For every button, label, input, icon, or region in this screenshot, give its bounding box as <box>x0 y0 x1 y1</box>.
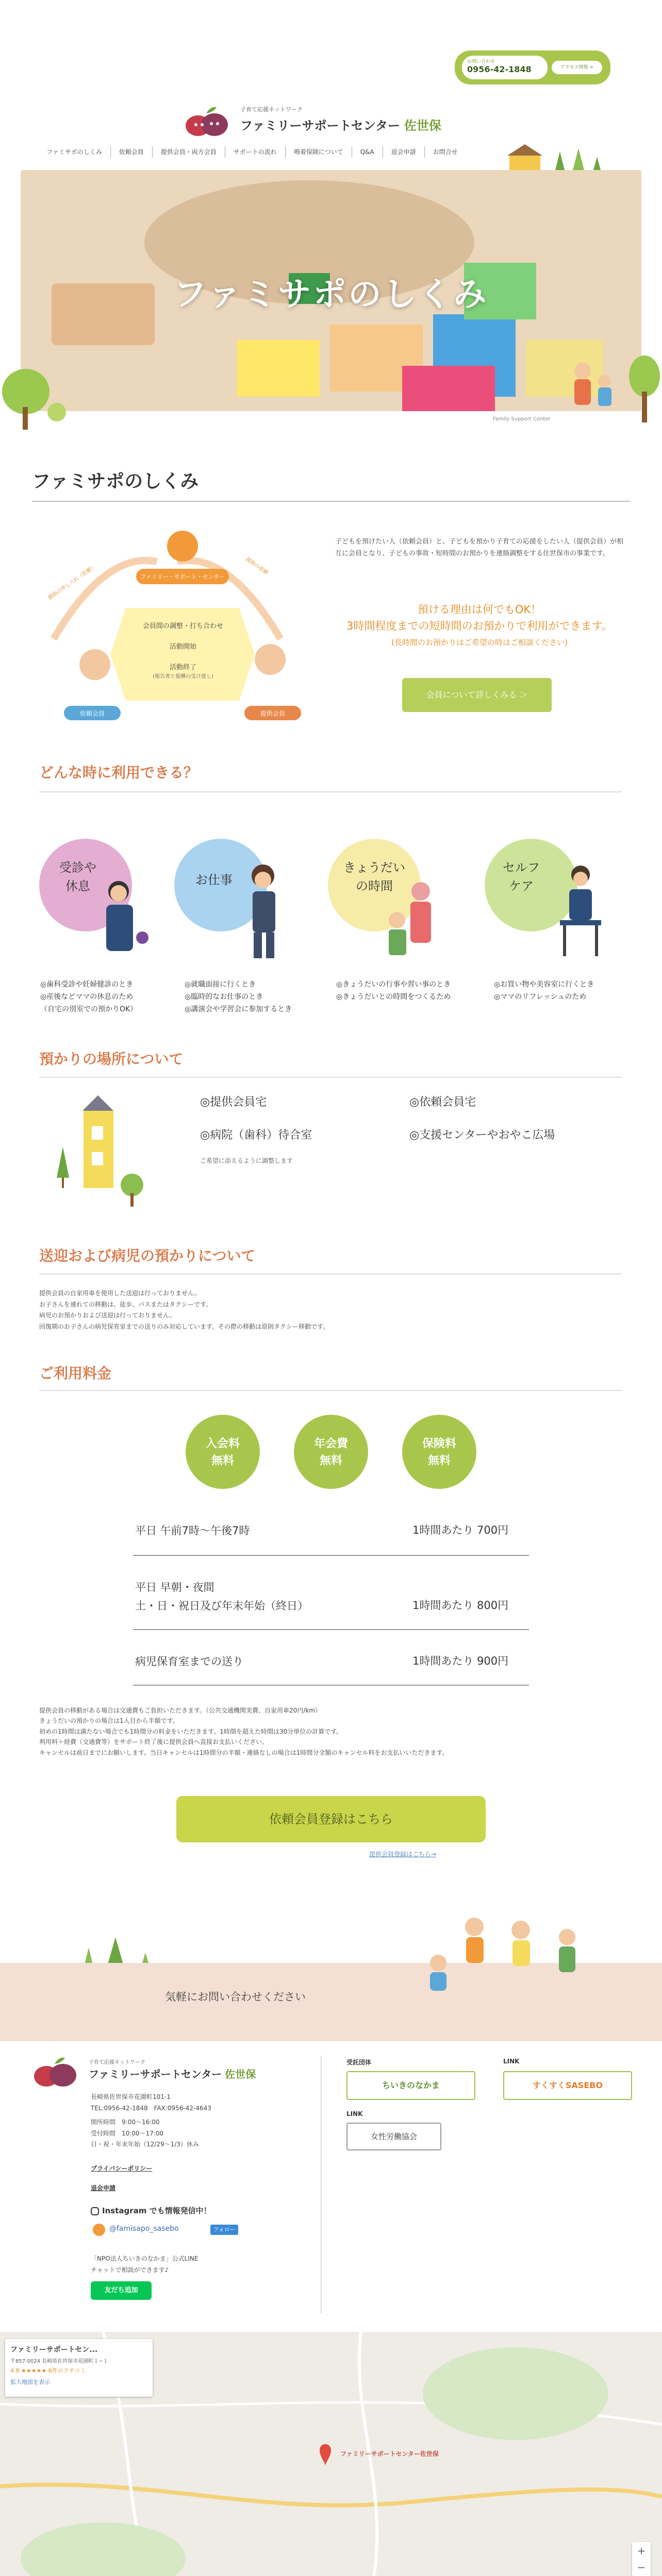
main-nav <box>38 146 512 158</box>
line-add-friend-button[interactable]: 友だち追加 <box>91 2281 152 2300</box>
hero-caption: Family Support Center <box>493 416 551 422</box>
footer-tel: TEL:0956-42-1848 FAX:0956-42-4643 <box>91 2104 211 2112</box>
line-text: 「NPO法人ちいきのなかま」公式LINE チャットで相談ができます♪ <box>91 2255 198 2274</box>
map-place-label[interactable]: ファミリーサポートセンター佐世保 <box>340 2450 439 2458</box>
when-bullets-selfcare: ◎お買い物や美容室に行くとき ◎ママのリフレッシュのため <box>494 980 594 1001</box>
title-divider <box>32 501 630 502</box>
when-selfcare-illustration <box>550 859 611 962</box>
diagram-center-label: ファミリー・サポート・センター <box>140 573 225 580</box>
nav-item-teikyo[interactable]: 提供会員・両方会員 <box>153 146 225 158</box>
when-label-siblings: きょうだい の時間 <box>343 860 405 893</box>
nav-item-qa[interactable]: Q&A <box>352 146 383 158</box>
instagram-follow-button[interactable]: フォロー <box>210 2225 238 2235</box>
when-siblings-illustration <box>376 876 443 963</box>
place-house-illustration <box>36 1090 155 1214</box>
fee-divider-1 <box>133 1555 529 1556</box>
when-label-work: お仕事 <box>195 873 233 887</box>
map-card-title: ファミリーサポートセン... <box>10 2346 98 2354</box>
fee-row-early: 平日 早朝・夜間 土・日・祝日及び年末年始（終日） <box>135 1581 308 1612</box>
footer-apple-mascot-icon <box>31 2056 82 2089</box>
register-teikyo-link[interactable]: 提供会員登録はこちら→ <box>369 1851 437 1858</box>
access-button[interactable]: アクセス情報 > <box>552 61 602 74</box>
footer-address: 長崎県佐世保市花園町101-1 <box>91 2093 171 2100</box>
place-divider <box>39 1077 622 1078</box>
hero-family-illustration <box>557 350 662 433</box>
map-zoom-controls[interactable] <box>632 2542 651 2576</box>
transport-divider <box>39 1274 622 1275</box>
place-title: 預かりの場所について <box>39 1050 184 1067</box>
member-detail-button[interactable]: 会員について詳しくみる ＞ <box>402 678 552 712</box>
register-irai-button[interactable]: 依頼会員登録はこちら <box>176 1796 486 1842</box>
footer-logo-subtitle: 子育て応援ネットワーク <box>89 2060 145 2065</box>
contact-children-illustration <box>418 1906 588 1994</box>
nav-item-flow[interactable]: サポートの流れ <box>225 146 286 158</box>
when-bullets-siblings: ◎きょうだいの行事や習い事のとき ◎きょうだいとの時間をつくるため <box>336 980 451 1001</box>
diagram-teikyo-label: 提供会員 <box>260 710 285 717</box>
phone-number: 0956-42-1848 <box>467 64 532 74</box>
intro-highlight-2: 3時間程度までの短時間のお預かりで利用ができます。 <box>346 620 613 632</box>
fee-circle-insurance: 保険料 無料 <box>402 1415 476 1489</box>
diagram-irai-label: 依頼会員 <box>79 710 105 717</box>
nav-item-irai[interactable]: 依頼会員 <box>111 146 153 158</box>
instagram-heading: Instagram でも情報発信中！ <box>91 2205 211 2216</box>
nav-item-insurance[interactable]: 鳴着保険について <box>286 146 352 158</box>
logo-city: 佐世保 <box>404 118 441 133</box>
when-bullets-work: ◎就職面接に行くとき ◎臨時的なお仕事のとき ◎講演会や学習会に参加するとき <box>185 980 292 1013</box>
link-josei[interactable]: 女性労働協会 <box>346 2123 441 2150</box>
when-bullets-health: ◎歯科受診や妊婦健診のとき ◎産後などママの休息のため （自宅の別室での預かりOK） <box>40 980 138 1013</box>
place-note: ご希望に添えるように調整します <box>200 1157 293 1164</box>
when-work-illustration <box>237 860 294 963</box>
nav-item-contact[interactable]: お問合せ <box>433 148 458 156</box>
when-title: どんな時に利用できる？ <box>39 764 198 781</box>
instagram-handle[interactable]: @famisapo_sasebo <box>109 2225 179 2233</box>
place-item-irai: ◎依頼会員宅 <box>409 1096 476 1109</box>
link-sukusuku[interactable]: すくすくSASEBO <box>503 2071 632 2100</box>
fee-price-sick: 1時間あたり 900円 <box>412 1655 509 1667</box>
map-card-address: 〒857-0024 長崎県佐世保市花園町１−１ <box>10 2359 108 2364</box>
phone-label: お問い合わせ <box>467 59 495 64</box>
place-item-teikyo: ◎提供会員宅 <box>200 1096 267 1109</box>
when-divider <box>39 791 622 792</box>
fee-row-weekday: 平日 午前7時〜午後7時 <box>135 1524 250 1537</box>
zoom-out-icon[interactable]: − <box>637 2561 646 2573</box>
intro-highlight-1: 預ける理由は何でもOK！ <box>417 603 542 616</box>
when-label-health: 受診や 休息 <box>59 860 96 893</box>
diagram-right-arrow-label: 援助の依頼 <box>244 556 269 576</box>
fees-divider <box>39 1390 622 1391</box>
nav-item-withdraw[interactable]: 退会申請 <box>383 146 425 158</box>
fee-circle-entry: 入会料 無料 <box>186 1415 260 1489</box>
instagram-avatar <box>93 2224 105 2236</box>
transport-text: 提供会員の自家用車を使用した送迎は行っておりません。 お子さんを連れての移動は、徒歩、バスまたはタクシーです。 病児のお預かりおよび送迎は行っておりません。 回復期のお子さんの病児保育室までの送りのみ対応しています。その際の移動は原則タクシー移動です。 <box>39 1290 329 1330</box>
diagram-step-note: (報告書と報酬の受け渡し) <box>153 674 213 680</box>
place-item-center: ◎支援センターやおやこ広場 <box>409 1129 555 1142</box>
operator-label: 受託団体 <box>346 2059 372 2066</box>
withdraw-link[interactable]: 退会申請 <box>91 2184 116 2192</box>
privacy-link[interactable]: プライバシーポリシー <box>91 2165 153 2172</box>
hero-tree-left-illustration <box>0 361 67 433</box>
phone-number-card[interactable] <box>462 56 548 79</box>
hero-title: ファミサポのしくみ <box>173 276 489 314</box>
intro-highlight-note: (長時間のお預かりはご希望の時はご相談ください) <box>391 638 568 647</box>
diagram-step-1: 会員間の調整・打ち合わせ <box>142 622 223 630</box>
link-label-2: LINK <box>346 2110 363 2117</box>
instagram-icon <box>91 2207 99 2215</box>
logo-subtitle: 子育て応援ネットワーク <box>240 106 303 113</box>
map-card-link[interactable]: 拡大地図を表示 <box>10 2379 50 2385</box>
fee-circle-annual: 年会費 無料 <box>294 1415 368 1489</box>
place-item-hospital: ◎病院（歯科）待合室 <box>200 1129 312 1142</box>
footer-divider <box>321 2056 322 2313</box>
diagram-step-3: 活動終了 <box>169 664 196 671</box>
map-info-card <box>5 2339 153 2397</box>
fee-divider-3 <box>133 1685 529 1686</box>
map-card-rating: 4.8 ★★★★★ 6件のクチコミ <box>10 2367 86 2374</box>
when-label-selfcare: セルフ ケア <box>503 860 540 893</box>
logo-title: ファミリーサポートセンター 佐世保 <box>240 118 441 133</box>
fee-notes: 提供会員の移動がある場合は交通費もご負担いただきます。（公共交通機関実費、自家用車20円/km） きょうだいの預かりの場合は1人目から半額です。 初めの1時間は満たない場合でも1時間分の料金をいただきます。1時間を超えた時間は30分単位の計算です。 利用料＋経費（交通費等）をサポート終了後に提供会員へ直接お支払いください。 キャンセルは前日までにお願いします。当日キャンセルは1時間分の半額・連絡なしの場合は1時間分全額のキャンセル料をお支払いいただきます。 <box>39 1707 449 1756</box>
transport-title: 送迎および病児の預かりについて <box>39 1247 256 1264</box>
footer-logo-title: ファミリーサポートセンター 佐世保 <box>89 2068 256 2080</box>
fee-price-weekday: 1時間あたり 700円 <box>412 1524 509 1536</box>
fee-price-early: 1時間あたり 800円 <box>412 1599 509 1612</box>
contact-label: 気軽にお問い合わせください <box>165 1991 306 2003</box>
link-label: LINK <box>503 2058 520 2065</box>
diagram-step-2: 活動開始 <box>169 643 196 651</box>
apple-mascot-icon <box>181 102 233 138</box>
footer-info: 長崎県佐世保市花園町101-1 TEL:0956-42-1848 FAX:0956-42-4643 開所時間 9:00〜16:00 受付時間 10:00〜17:00 日・祝・年末年始（12/29〜1/3）休み <box>91 2092 307 2150</box>
intro-description: 子どもを預けたい人（依頼会員）と、子どもを預かり子育ての応援をしたい人（提供会員）が相互に会員となり、子どもの事故・短時間のお預かりを連絡調整をする住世保市の事業です。 <box>335 538 624 558</box>
when-health-illustration <box>96 876 153 958</box>
nav-item-shikumi[interactable]: ファミサポのしくみ <box>38 146 111 158</box>
zoom-in-icon[interactable]: + <box>637 2545 646 2557</box>
fees-title: ご利用料金 <box>39 1365 112 1382</box>
fee-divider-2 <box>133 1629 529 1630</box>
fee-row-sick: 病児保育室までの送り <box>135 1655 243 1668</box>
page-title: ファミサポのしくみ <box>32 471 199 492</box>
diagram-left-arrow-label: 援助の申し入れ（依頼） <box>47 564 97 601</box>
operator-badge[interactable]: ちいきのなかま <box>346 2071 475 2100</box>
